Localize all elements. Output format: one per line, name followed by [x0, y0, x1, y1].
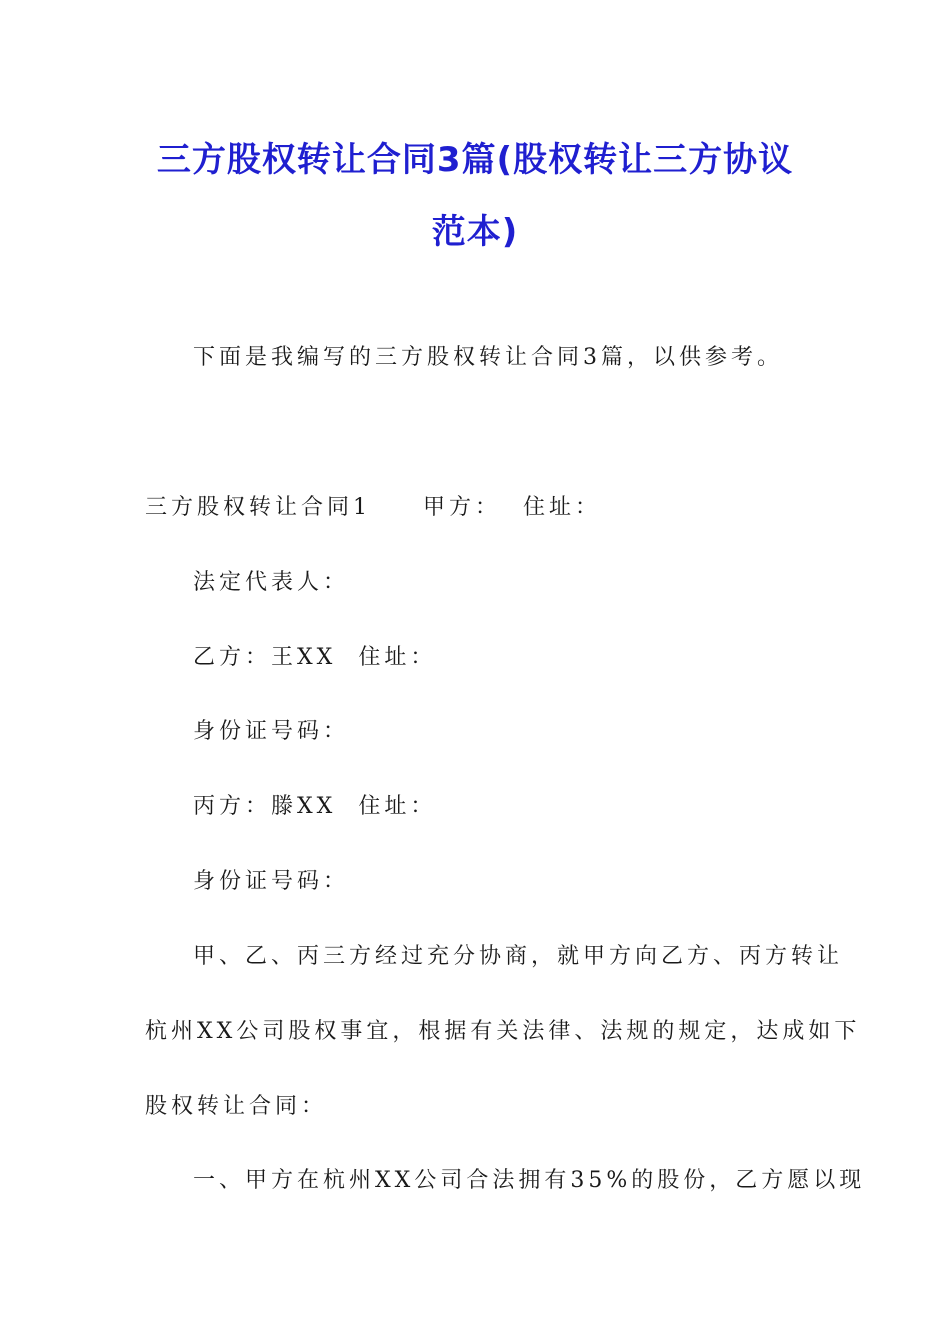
- paragraph-line: 股权转让合同：: [145, 1094, 328, 1119]
- party-b-label: 乙方：王XX: [193, 645, 337, 670]
- party-a-address-label: 住址：: [523, 495, 602, 520]
- document-title-line-2: 范本): [431, 212, 519, 252]
- contract-header-line: [145, 493, 601, 523]
- party-b-address-label: 住址：: [358, 645, 437, 670]
- intro-paragraph: 下面是我编写的三方股权转让合同3篇，以供参考。: [193, 345, 783, 370]
- contract-heading: 三方股权转让合同1: [145, 495, 371, 520]
- party-a-label: 甲方：: [423, 495, 502, 520]
- party-c-address-label: 住址：: [358, 794, 437, 819]
- party-b-id-label: 身份证号码：: [193, 719, 350, 744]
- party-c-id-label: 身份证号码：: [193, 869, 350, 894]
- document-title-line-1: 三方股权转让合同3篇(股权转让三方协议: [156, 140, 794, 180]
- party-b-line: [193, 643, 436, 673]
- party-c-line: [193, 792, 436, 822]
- paragraph-line: 杭州XX公司股权事宜，根据有关法律、法规的规定，达成如下: [145, 1019, 861, 1044]
- paragraph-line: 甲、乙、丙三方经过充分协商，就甲方向乙方、丙方转让: [193, 944, 844, 969]
- legal-representative-label: 法定代表人：: [193, 570, 350, 595]
- clause-line: 一、甲方在杭州XX公司合法拥有35%的股份，乙方愿以现: [193, 1168, 866, 1193]
- party-c-label: 丙方：滕XX: [193, 794, 337, 819]
